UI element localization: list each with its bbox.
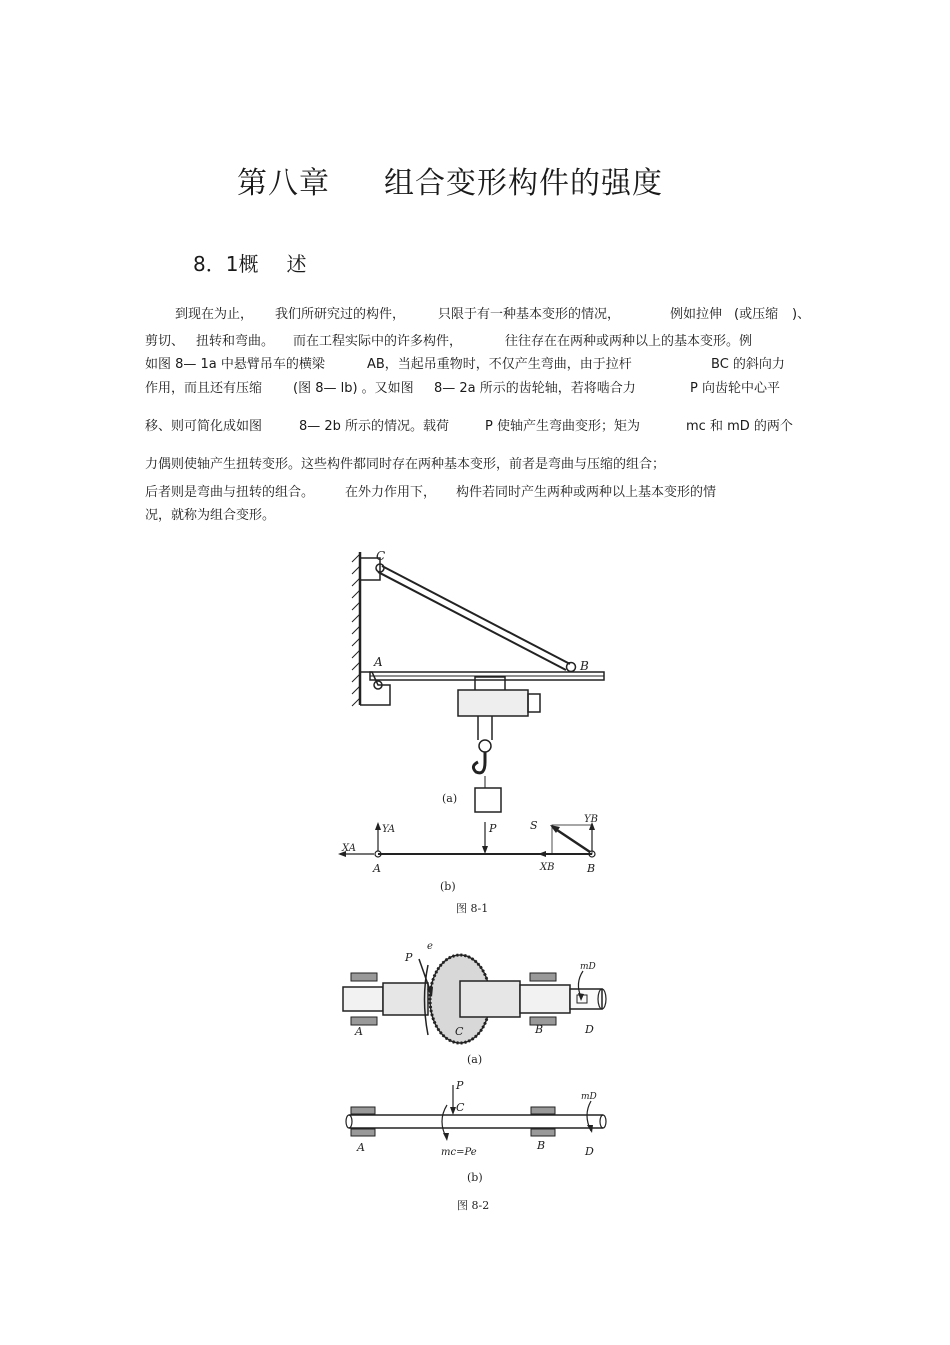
subfig-a-label: (a) (442, 792, 458, 805)
label-mc: mc=Pe (441, 1147, 477, 1158)
chapter-title (0, 158, 900, 202)
label-a: A (374, 655, 383, 669)
figure-8-2-drawing (335, 935, 625, 1220)
crane-diagram (352, 552, 604, 812)
subfig-b-label: (b) (440, 880, 456, 893)
para-line-7: 后者则是弯曲与扭转的组合。 在外力作用下， 构件若同时产生两种或两种以上基本变形的情 (145, 485, 717, 500)
simplified-shaft-diagram (346, 1085, 606, 1141)
section-number: 8．1概 (193, 252, 259, 276)
label-e: e (427, 941, 433, 952)
label-c-a: C (455, 1025, 464, 1038)
label-b-a: B (535, 1023, 544, 1036)
para-line-6: 力偶则使轴产生扭转变形。这些构件都同时存在两种基本变形，前者是弯曲与压缩的组合； (145, 457, 666, 472)
free-body-diagram (338, 822, 595, 857)
figure-8-1-drawing (330, 540, 620, 925)
subfig-2a-label: (a) (467, 1053, 483, 1066)
para-line-4: 作用，而且还有压缩 (图 8— lb) 。又如图 8— 2a 所示的齿轮轴，若将啮合力 P 向齿轮中心平 (145, 381, 780, 396)
label-d-a: D (585, 1023, 594, 1036)
section-title: 述 (286, 252, 307, 276)
label-a-b: A (373, 862, 381, 875)
label-d-b: D (585, 1145, 594, 1158)
label-b-b: B (587, 862, 596, 875)
label-c: C (376, 549, 386, 563)
figure-8-2 (335, 935, 625, 1220)
label-md-b: mD (581, 1092, 597, 1102)
label-xb: XB (540, 862, 555, 873)
figure-8-2-caption: 图 8-2 (457, 1199, 490, 1212)
label-p: P (489, 822, 497, 835)
label-ya: YA (382, 824, 396, 835)
para-line-8: 况，就称为组合变形。 (145, 508, 276, 523)
label-md-a: mD (580, 962, 596, 972)
label-a-b2: A (357, 1141, 365, 1154)
label-b-b2: B (537, 1139, 546, 1152)
label-yb: YB (584, 814, 598, 825)
label-s: S (530, 819, 538, 832)
figure-8-1-caption: 图 8-1 (456, 902, 489, 915)
para-line-1: 到现在为止， 我们所研究过的构件， 只限于有一种基本变形的情况， 例如拉伸 (或压缩 )、 (175, 307, 811, 322)
para-line-5: 移、则可简化成如图 8— 2b 所示的情况。载荷 P 使轴产生弯曲变形；矩为 mc 和 mD 的两个 (145, 419, 793, 434)
para-line-3: 如图 8— 1a 中悬臂吊车的横梁 AB，当起吊重物时，不仅产生弯曲，由于拉杆 BC 的斜向力 (145, 357, 785, 372)
figure-8-1 (330, 540, 620, 925)
label-xa: XA (342, 843, 356, 854)
label-p-a: P (405, 951, 413, 964)
label-a-a: A (355, 1025, 363, 1038)
chapter-name: 组合变形构件的强度 (384, 166, 663, 201)
chapter-number: 第八章 (237, 166, 330, 201)
para-line-2: 剪切、 扭转和弯曲。 而在工程实际中的许多构件， 往往存在在两种或两种以上的基本变形。例 (145, 334, 753, 349)
label-b: B (580, 659, 589, 673)
subfig-2b-label: (b) (467, 1171, 483, 1184)
section-heading (193, 248, 306, 277)
gear-shaft-diagram (343, 955, 606, 1043)
label-p-b: P (456, 1079, 464, 1092)
label-c-b: C (456, 1101, 465, 1114)
